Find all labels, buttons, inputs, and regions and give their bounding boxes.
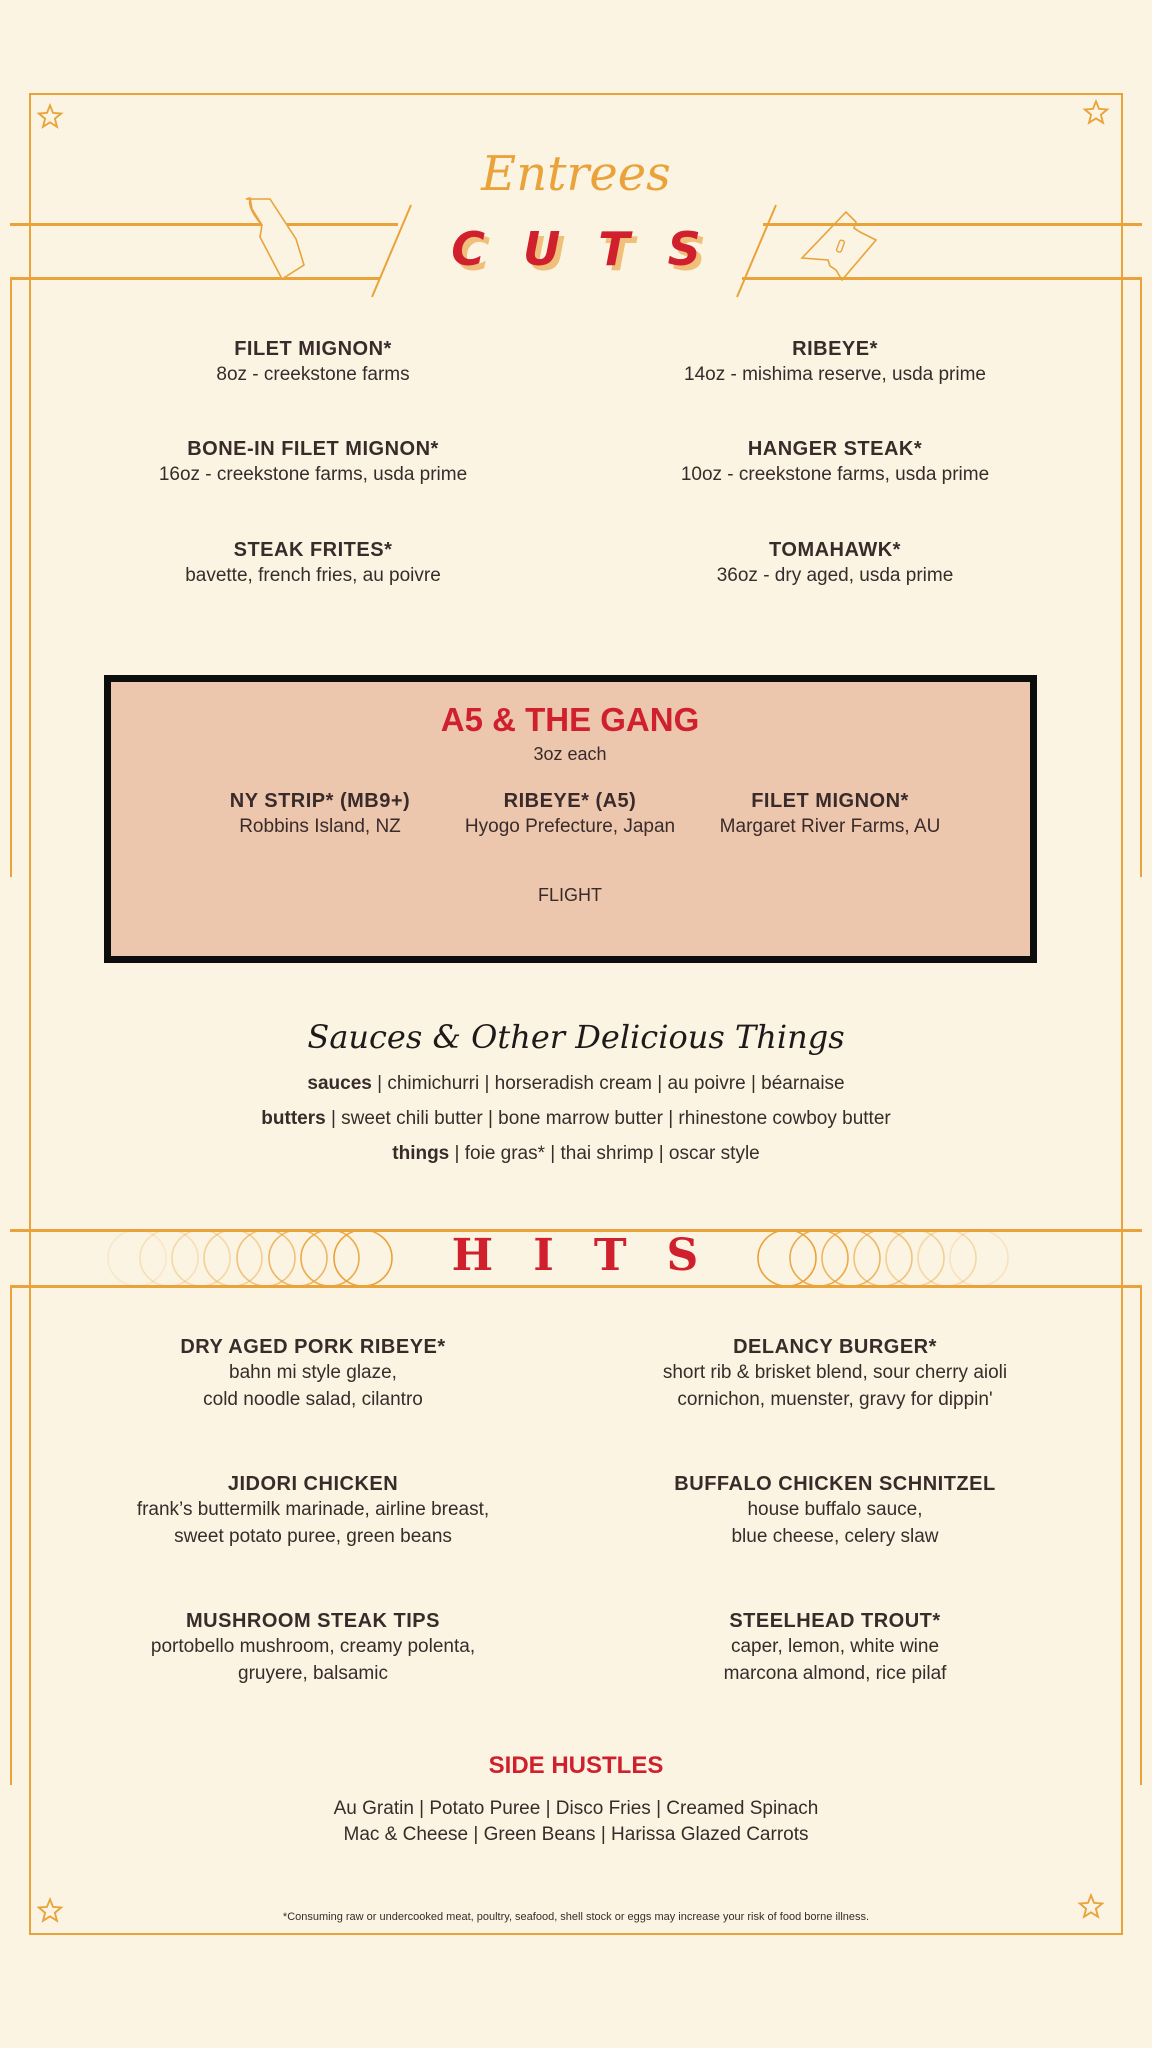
a5-item: RIBEYE* (A5) Hyogo Prefecture, Japan <box>464 790 676 837</box>
a5-item: NY STRIP* (MB9+) Robbins Island, NZ <box>229 790 411 837</box>
star-icon <box>1077 1893 1105 1921</box>
menu-item: HANGER STEAK* 10oz - creekstone farms, usda prime <box>680 438 990 485</box>
a5-title: A5 & THE GANG <box>440 701 700 738</box>
star-icon <box>1082 99 1110 127</box>
menu-item: DELANCY BURGER* short rib & brisket blend, sour cherry aioli cornichon, muenster, gravy for dippin' <box>662 1336 1008 1410</box>
sauces-title: Sauces & Other Delicious Things <box>307 1018 845 1056</box>
menu-item: JIDORI CHICKEN frank’s buttermilk marinade, airline breast, sweet potato puree, green beans <box>136 1473 490 1547</box>
menu-item: BUFFALO CHICKEN SCHNITZEL house buffalo sauce, blue cheese, celery slaw <box>674 1473 996 1547</box>
sauce-row: things | foie gras* | thai shrimp | oscar style <box>392 1143 760 1164</box>
menu-item: STEELHEAD TROUT* caper, lemon, white wine marcona almond, rice pilaf <box>723 1610 947 1684</box>
star-icon <box>36 1897 64 1925</box>
menu-item: STEAK FRITES* bavette, french fries, au poivre <box>185 539 441 586</box>
divider <box>1140 1285 1142 1785</box>
footer-disclaimer: *Consuming raw or undercooked meat, poultry, seafood, shell stock or eggs may increase your risk of food borne illness. <box>282 1911 870 1923</box>
a5-subtitle: 3oz each <box>533 744 607 764</box>
cuts-title: CUTS <box>451 222 739 276</box>
a5-flight: FLIGHT <box>537 885 603 905</box>
entrees-script-title: Entrees <box>481 146 671 202</box>
hits-title: HITS <box>451 1230 739 1281</box>
menu-item: DRY AGED PORK RIBEYE* bahn mi style glaze, cold noodle salad, cilantro <box>180 1336 446 1410</box>
side-hustles-title: SIDE HUSTLES <box>488 1752 664 1779</box>
menu-item: MUSHROOM STEAK TIPS portobello mushroom, creamy polenta, gruyere, balsamic <box>150 1610 476 1684</box>
sides-line: Au Gratin | Potato Puree | Disco Fries | Creamed Spinach <box>333 1798 819 1819</box>
sauce-row: butters | sweet chili butter | bone marrow butter | rhinestone cowboy butter <box>261 1108 891 1129</box>
menu-item: TOMAHAWK* 36oz - dry aged, usda prime <box>716 539 954 586</box>
razor-blade-icon <box>798 210 880 282</box>
divider <box>10 1285 12 1785</box>
cleaver-icon <box>240 195 330 285</box>
sides-line: Mac & Cheese | Green Beans | Harissa Glazed Carrots <box>343 1824 809 1845</box>
menu-item: BONE-IN FILET MIGNON* 16oz - creekstone farms, usda prime <box>158 438 468 485</box>
menu-item: RIBEYE* 14oz - mishima reserve, usda prime <box>684 338 986 385</box>
a5-item: FILET MIGNON* Margaret River Farms, AU <box>719 790 941 837</box>
sauce-row: sauces | chimichurri | horseradish cream | au poivre | béarnaise <box>307 1073 845 1094</box>
star-icon <box>36 103 64 131</box>
menu-item: FILET MIGNON* 8oz - creekstone farms <box>216 338 410 385</box>
